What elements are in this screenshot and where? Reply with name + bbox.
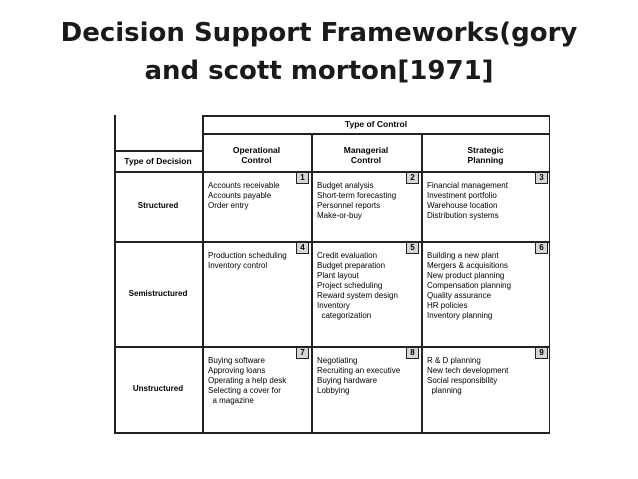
row-label-semistructured: Semistructured — [128, 289, 188, 298]
cell-item: Operating a help desk — [208, 376, 287, 385]
cell-item: categorization — [317, 311, 372, 320]
cell-number-badge: 7 — [296, 347, 309, 359]
cell-item: Lobbying — [317, 386, 350, 395]
table-border-bottom — [114, 432, 550, 434]
cell-item: Accounts receivable — [208, 181, 280, 190]
cell-number-badge: 9 — [535, 347, 548, 359]
header-bottom-rule — [114, 171, 550, 173]
cell-item: Financial management — [427, 181, 508, 190]
cell-item: Buying hardware — [317, 376, 378, 385]
cell-item: Production scheduling — [208, 251, 287, 260]
table-border-top — [202, 115, 550, 117]
column-header-line: Control — [241, 155, 272, 165]
cell-item: Warehouse location — [427, 201, 498, 210]
cell-item: Reward system design — [317, 291, 398, 300]
cell-item: New tech development — [427, 366, 509, 375]
cell-item: Inventory planning — [427, 311, 493, 320]
column-rule-3 — [421, 133, 423, 433]
cell-item: Approving loans — [208, 366, 266, 375]
cell-item: Short-term forecasting — [317, 191, 397, 200]
cell-number-badge: 3 — [535, 172, 548, 184]
cell-item: Recruiting an executive — [317, 366, 401, 375]
cell-item-list — [208, 251, 287, 271]
cell-item: Credit evaluation — [317, 251, 378, 260]
cell-item: HR policies — [427, 301, 468, 310]
cell-item-list — [208, 181, 280, 211]
cell-item: Budget analysis — [317, 181, 374, 190]
column-header-line: Operational — [232, 145, 281, 155]
cell-item-list — [427, 251, 511, 321]
cell-item-list — [427, 356, 508, 396]
cell-item: Quality assurance — [427, 291, 492, 300]
cell-item: planning — [427, 386, 462, 395]
cell-item-list — [317, 181, 396, 221]
cell-item: Investment portfolio — [427, 191, 497, 200]
cell-item-list — [427, 181, 508, 221]
column-header-managerial — [311, 145, 421, 165]
row-label-structured: Structured — [137, 201, 179, 210]
column-header-strategic — [421, 145, 550, 165]
cell-item: Selecting a cover for — [208, 386, 281, 395]
cell-item: Building a new plant — [427, 251, 499, 260]
cell-item: a magazine — [208, 396, 254, 405]
slide-title — [0, 14, 638, 90]
row-rule-2 — [114, 346, 550, 348]
cell-item: Plant layout — [317, 271, 359, 280]
cell-item: New product planning — [427, 271, 505, 280]
cell-item: Mergers & acquisitions — [427, 261, 508, 270]
cell-item: Compensation planning — [427, 281, 512, 290]
super-header-rule — [202, 133, 550, 135]
title-line-1: Decision Support Frameworks(gory — [60, 18, 578, 48]
super-header: Type of Control — [344, 119, 408, 129]
cell-item: Inventory — [317, 301, 350, 310]
cell-number-badge: 1 — [296, 172, 309, 184]
corner-header: Type of Decision — [124, 156, 192, 166]
cell-item: Personnel reports — [317, 201, 381, 210]
cell-item: Distribution systems — [427, 211, 499, 220]
cell-item: Negotiating — [317, 356, 358, 365]
cell-number-badge: 2 — [406, 172, 419, 184]
cell-item-list — [317, 356, 400, 396]
cell-item: Social responsibility — [427, 376, 498, 385]
column-header-operational — [202, 145, 311, 165]
cell-item: Accounts payable — [208, 191, 272, 200]
cell-number-badge: 4 — [296, 242, 309, 254]
cell-number-badge: 8 — [406, 347, 419, 359]
cell-item: Project scheduling — [317, 281, 383, 290]
column-rule-2 — [311, 133, 313, 433]
cell-number-badge: 5 — [406, 242, 419, 254]
column-header-line: Strategic — [467, 145, 504, 155]
cell-item: Buying software — [208, 356, 265, 365]
cell-item: R & D planning — [427, 356, 481, 365]
row-rule-1 — [114, 241, 550, 243]
column-header-line: Control — [350, 155, 382, 165]
header-top-rule — [114, 150, 202, 152]
row-label-unstructured: Unstructured — [132, 384, 184, 393]
cell-item-list — [208, 356, 286, 406]
decision-framework-table — [114, 115, 550, 433]
cell-number-badge: 6 — [535, 242, 548, 254]
cell-item-list — [317, 251, 398, 321]
title-line-2: and scott morton[1971] — [144, 56, 494, 86]
cell-item: Order entry — [208, 201, 249, 210]
cell-item: Budget preparation — [317, 261, 386, 270]
column-header-line: Managerial — [343, 145, 389, 155]
cell-item: Inventory control — [208, 261, 268, 270]
column-header-line: Planning — [467, 155, 504, 165]
cell-item: Make-or-buy — [317, 211, 362, 220]
